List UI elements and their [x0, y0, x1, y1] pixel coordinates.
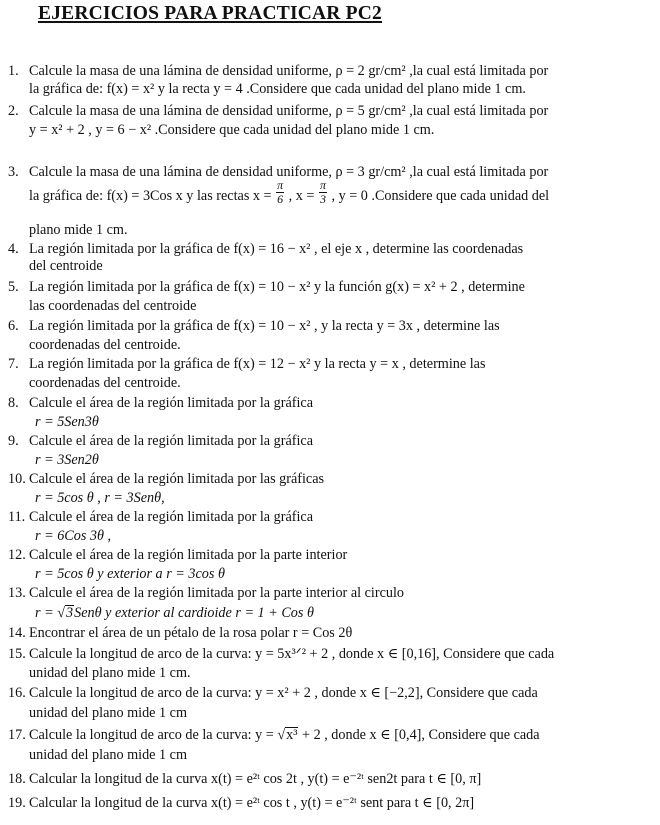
exercise-text: La región limitada por la gráfica de f(x) = 16 − x² , el eje x , determine las coordenadas — [29, 241, 524, 257]
exercise-text: plano mide 1 cm. — [29, 222, 128, 238]
exercise-number: 11. — [8, 509, 26, 525]
exercise-text: Calcule la longitud de arco de la curva: y = 5x³ᐟ² + 2 , donde x ∈ [0,16], Considere que cada — [29, 646, 555, 662]
exercise-number: 10. — [8, 471, 26, 487]
radicand: x³ — [286, 727, 298, 743]
exercise-number: 13. — [8, 585, 26, 601]
exercise-text: Calcule la longitud de arco de la curva: y = — [29, 727, 278, 743]
polar-equation: r = 5cos θ , r = 3Senθ, — [35, 490, 165, 506]
exercise-text: Calcule el área de la región limitada por la gráfica — [29, 433, 313, 449]
exercise-text: unidad del plano mide 1 cm — [29, 747, 187, 763]
polar-equation: r = √3Senθ y exterior al cardioide r = 1 + Cos θ — [35, 605, 314, 621]
exercise-number: 14. — [8, 625, 26, 641]
polar-equation: r = 5Sen3θ — [35, 414, 99, 430]
exercise-number: 12. — [8, 547, 26, 563]
exercise-number: 1. — [8, 63, 19, 79]
exercise-text: Calcule el área de la región limitada por las gráficas — [29, 471, 325, 487]
fraction-denominator: 6 — [277, 191, 284, 206]
exercise-text: unidad del plano mide 1 cm. — [29, 665, 191, 681]
exercise-number: 7. — [8, 356, 19, 372]
polar-equation: r = 6Cos 3θ , — [35, 528, 112, 544]
page-title: EJERCICIOS PARA PRACTICAR PC2 — [38, 3, 383, 24]
exercise-text: coordenadas del centroide. — [29, 337, 181, 353]
exercise-number: 18. — [8, 771, 26, 787]
exercise-text: La región limitada por la gráfica de f(x) = 10 − x² , y la recta y = 3x , determine las — [29, 318, 500, 334]
exercise-number: 8. — [8, 395, 19, 411]
fraction-denominator: 3 — [319, 191, 326, 206]
exercise-text: las coordenadas del centroide — [29, 298, 197, 314]
exercise-text: Senθ y exterior al cardioide r = 1 + Cos θ — [74, 605, 314, 621]
exercise-text: Calcule la masa de una lámina de densidad uniforme, ρ = 2 gr/cm² ,la cual está limitada por — [29, 63, 549, 79]
fraction-pi-6 — [276, 179, 284, 206]
exercise-text: Calcular la longitud de la curva x(t) = e²ᵗ cos 2t , y(t) = e⁻²ᵗ sen2t para t ∈ [0, π] — [29, 771, 482, 787]
exercise-text: + 2 , donde x ∈ [0,4], Considere que cada — [298, 727, 540, 743]
exercise-text: Calcule la masa de una lámina de densidad uniforme, ρ = 3 gr/cm² ,la cual está limitada por — [29, 164, 549, 180]
exercise-text: Calcule la masa de una lámina de densidad uniforme, ρ = 5 gr/cm² ,la cual está limitada por — [29, 103, 549, 119]
exercise-text: La región limitada por la gráfica de f(x) = 12 − x² y la recta y = x , determine las — [29, 356, 486, 372]
exercise-number: 3. — [8, 164, 19, 180]
exercise-number: 9. — [8, 433, 19, 449]
exercise-number: 2. — [8, 103, 19, 119]
fraction-numerator: π — [319, 177, 326, 192]
exercise-number: 6. — [8, 318, 19, 334]
exercise-formula-line — [29, 177, 550, 206]
exercise-text: Calcular la longitud de la curva x(t) = e²ᵗ cos t , y(t) = e⁻²ᵗ sent para t ∈ [0, 2π] — [29, 795, 475, 811]
exercise-text: r = — [35, 605, 58, 621]
exercise-text: coordenadas del centroide. — [29, 375, 181, 391]
exercise-number: 5. — [8, 279, 19, 295]
exercise-text: Calcule el área de la región limitada por la parte interior al circulo — [29, 585, 405, 601]
exercise-text: La región limitada por la gráfica de f(x) = 10 − x² y la función g(x) = x² + 2 , determine — [29, 279, 525, 295]
exercise-text: Calcule el área de la región limitada por la parte interior — [29, 547, 348, 563]
exercise-number: 19. — [8, 795, 26, 811]
exercise-text: del centroide — [29, 258, 103, 274]
exercise-number: 15. — [8, 646, 26, 662]
fraction-numerator: π — [277, 177, 284, 192]
exercise-text: Calcule el área de la región limitada por la gráfica — [29, 509, 313, 525]
exercise-text: la gráfica de: f(x) = x² y la recta y = 4 .Considere que cada unidad del plano mide 1 cm. — [29, 81, 526, 97]
exercise-number: 16. — [8, 685, 26, 701]
radicand: 3 — [66, 605, 74, 621]
exercise-text: Encontrar el área de un pétalo de la rosa polar r = Cos 2θ — [29, 625, 353, 641]
exercise-number: 17. — [8, 727, 26, 743]
polar-equation: r = 5cos θ y exterior a r = 3cos θ — [35, 566, 225, 582]
exercise-number: 4. — [8, 241, 19, 257]
exercise-text: unidad del plano mide 1 cm — [29, 705, 187, 721]
exercise-text: y = x² + 2 , y = 6 − x² .Considere que cada unidad del plano mide 1 cm. — [29, 122, 435, 138]
exercise-text: la gráfica de: f(x) = 3Cos x y las rectas x = — [29, 188, 272, 204]
fraction-pi-3 — [319, 179, 327, 206]
polar-equation: r = 3Sen2θ — [35, 452, 99, 468]
exercise-text: Calcule el área de la región limitada por la gráfica — [29, 395, 313, 411]
exercise-text: , x = — [288, 188, 315, 204]
exercise-text: Calcule la longitud de arco de la curva: y = x² + 2 , donde x ∈ [−2,2], Considere que cada — [29, 685, 538, 701]
exercise-formula-line: Calcule la longitud de arco de la curva: y = √x³ + 2 , donde x ∈ [0,4], Considere que cada — [29, 727, 540, 743]
exercise-text: , y = 0 .Considere que cada unidad del — [331, 188, 550, 204]
